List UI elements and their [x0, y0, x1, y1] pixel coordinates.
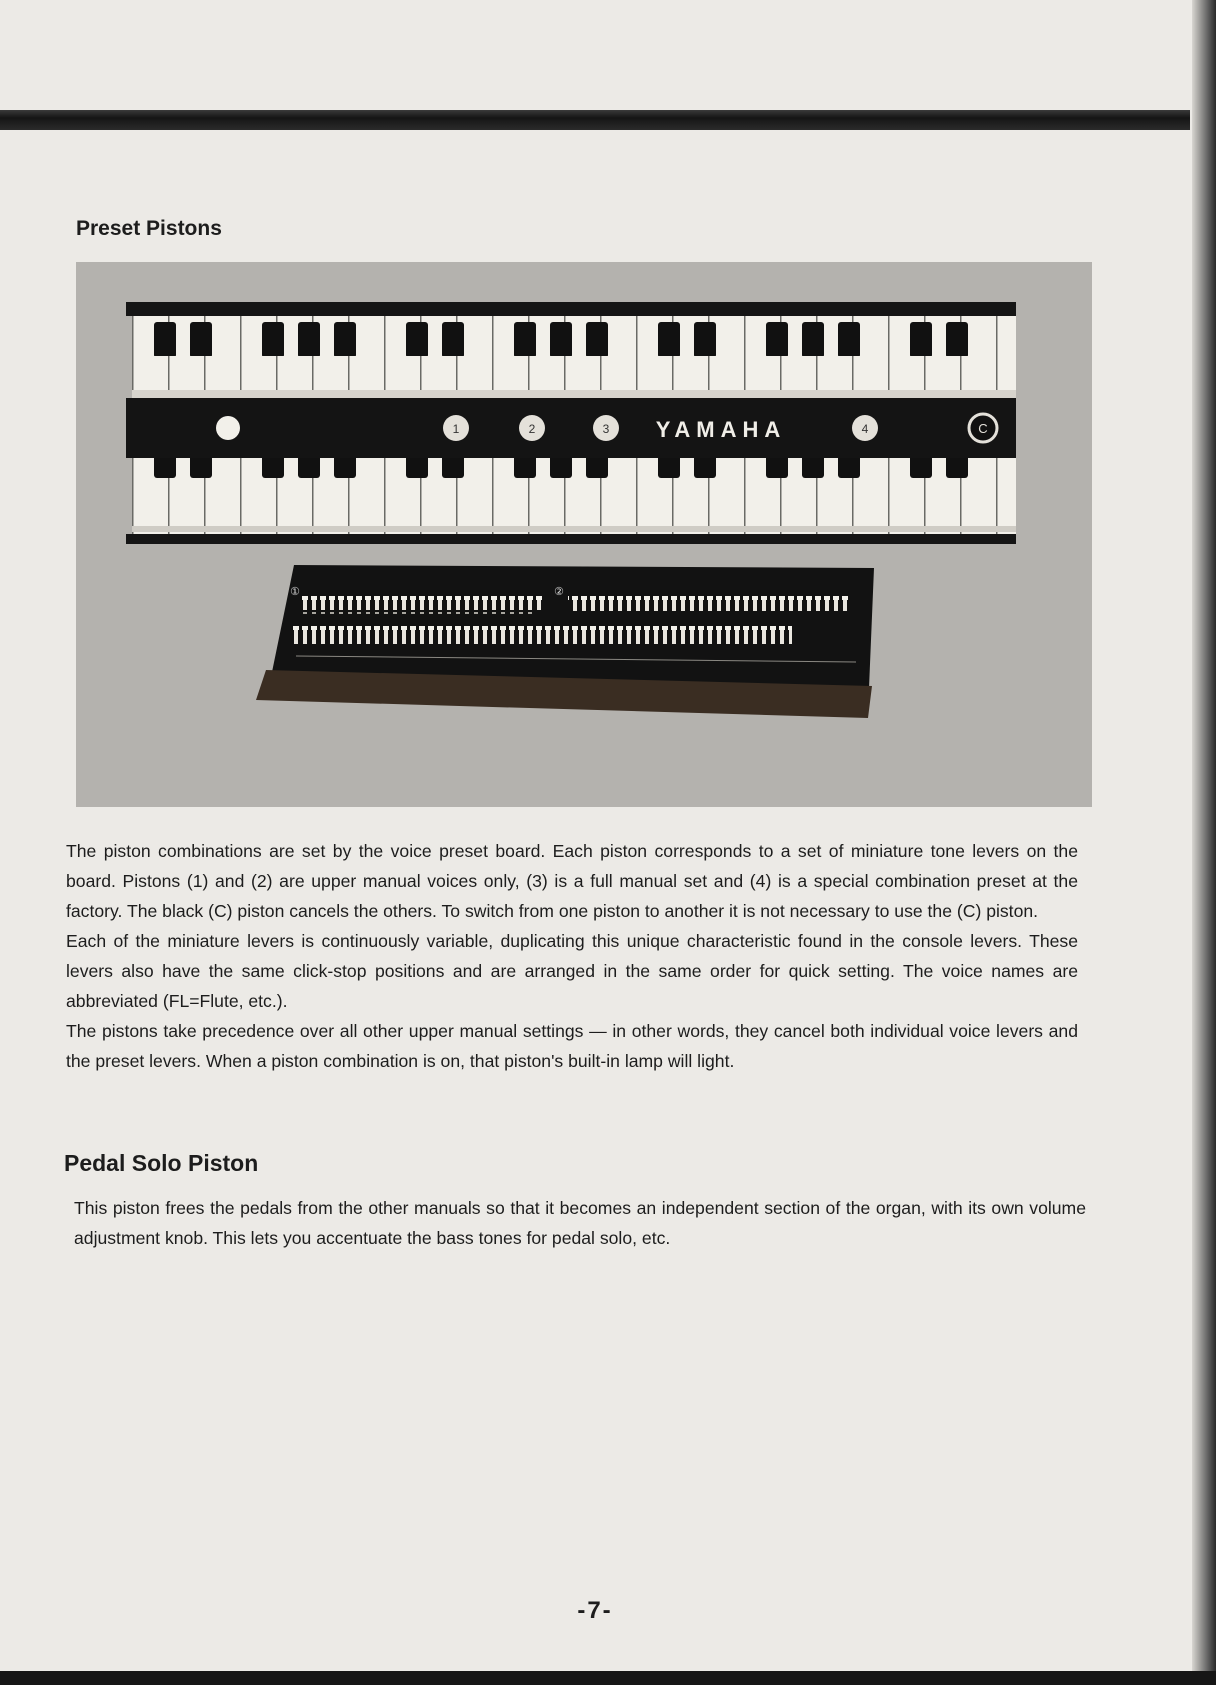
piston-4[interactable] — [852, 415, 878, 441]
organ-illustration — [76, 262, 1092, 807]
bottom-rule — [0, 1671, 1216, 1685]
preset-paragraph-1: The piston combinations are set by the voice preset board. Each piston corresponds to a set of miniature tone levers on the board. Pistons (1) and (2) are upper manual voices only, (3) is a full manual set and (4) is a special combination preset at the factory. The black (C) piston cancels the others. To switch from one piston to another it is not necessary to use the (C) piston. — [66, 841, 1078, 921]
svg-text:3: 3 — [602, 422, 610, 436]
board-marker-2: ② — [554, 585, 564, 598]
svg-text:1: 1 — [452, 422, 460, 436]
piston-1[interactable] — [443, 415, 469, 441]
preset-levers-row-1a[interactable] — [302, 584, 542, 610]
preset-pistons-body — [66, 836, 1078, 1076]
preset-paragraph-3: The pistons take precedence over all other upper manual settings — in other words, they cancel both individual voice levers and the preset levers. When a piston combination is on, that piston's built-in lamp will light. — [66, 1021, 1078, 1071]
section-heading-pedal-solo-piston: Pedal Solo Piston — [64, 1150, 259, 1176]
section-heading-preset-pistons: Preset Pistons — [76, 217, 222, 240]
upper-voice-knob[interactable] — [216, 416, 240, 440]
page-edge-shadow — [1192, 0, 1216, 1685]
organ-photo — [76, 262, 1092, 807]
page-number: -7- — [577, 1597, 613, 1624]
svg-text:4: 4 — [861, 422, 869, 436]
piston-2[interactable] — [519, 415, 545, 441]
top-rule — [0, 110, 1190, 130]
piston-3[interactable] — [593, 415, 619, 441]
cancel-piston[interactable] — [969, 414, 997, 442]
preset-levers-row-1b[interactable] — [568, 585, 848, 611]
preset-levers-row-2[interactable] — [292, 618, 792, 644]
voice-preset-board — [256, 565, 874, 718]
svg-text:2: 2 — [528, 422, 536, 436]
svg-text:C: C — [978, 421, 988, 436]
pedal-solo-paragraph: This piston frees the pedals from the other manuals so that it becomes an independent section of the organ, with its own volume adjustment knob. This lets you accentuate the bass tones for pedal solo, etc. — [74, 1198, 1086, 1248]
preset-paragraph-2: Each of the miniature levers is continuously variable, duplicating this unique characteristic found in the console levers. These levers also have the same click-stop positions and are arranged in the same order for quick setting. The voice names are abbreviated (FL=Flute, etc.). — [66, 931, 1078, 1011]
yamaha-logo: YAMAHA — [655, 417, 787, 442]
piston-rail — [126, 398, 1016, 458]
board-marker-1: ① — [290, 585, 300, 598]
